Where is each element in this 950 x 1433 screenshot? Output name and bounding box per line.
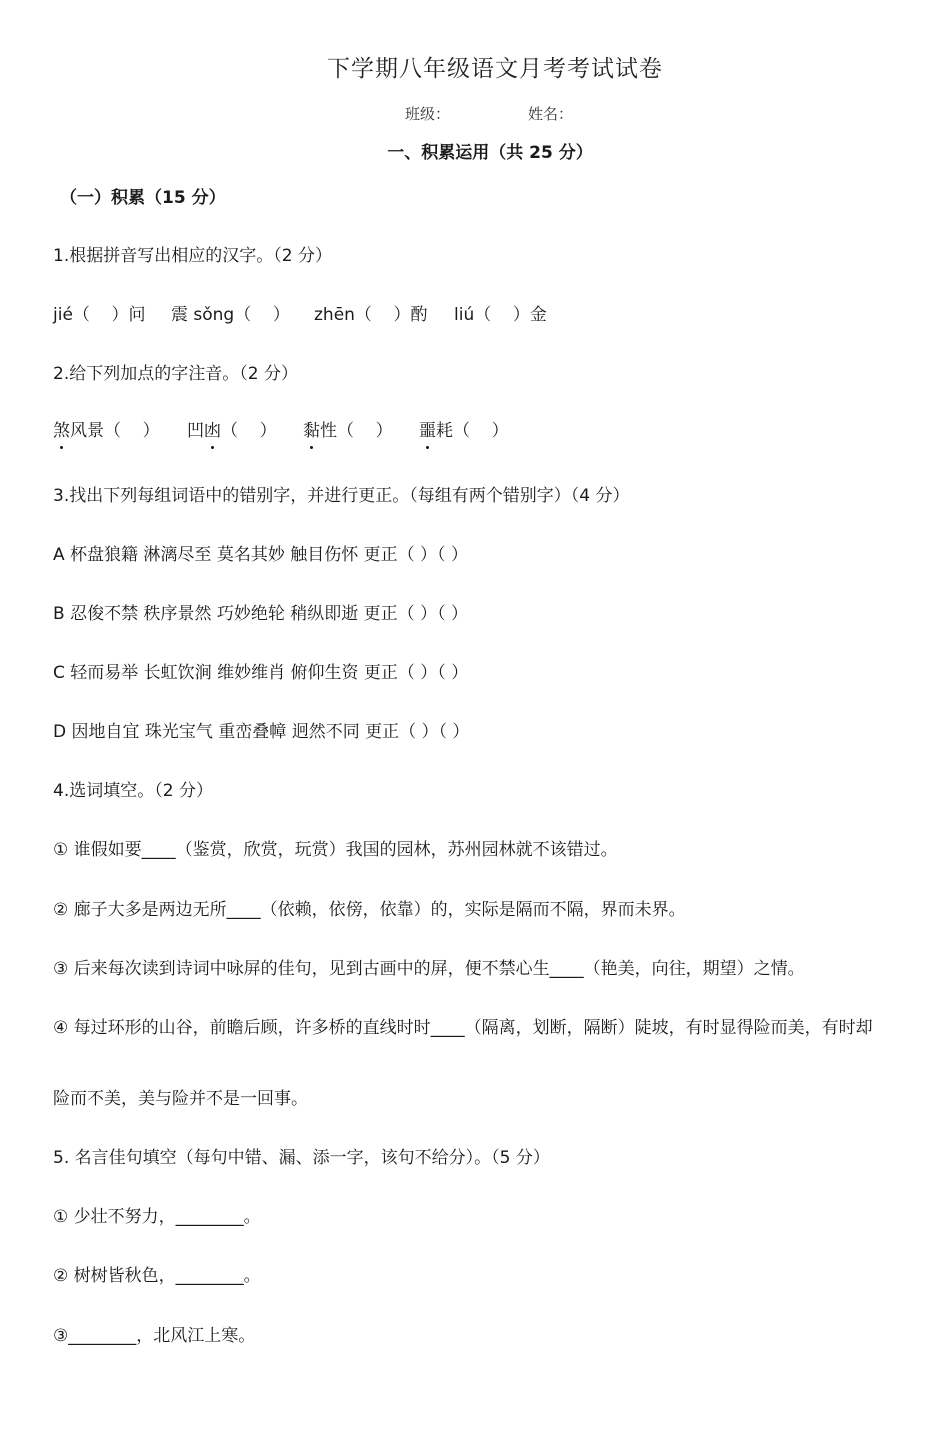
- question-2-items: [53, 416, 509, 441]
- fill-item-4: ④ 每过环形的山谷，前瞻后顾，许多桥的直线时时____（隔离，划断，隔断）陡坡，有时显得险而美，有时却: [53, 1018, 873, 1038]
- fill-item-3: ③ 后来每次读到诗词中咏屏的佳句，见到古画中的屏，便不禁心生____（艳美，向往，期望）之情。: [53, 959, 805, 979]
- question-4-prompt: 4.选词填空。（2 分）: [53, 781, 213, 801]
- dotted-character: 煞: [53, 421, 70, 441]
- correction-row-b: B 忍俊不禁 秩序景然 巧妙绝轮 稍纵即逝 更正（ ）（ ）: [53, 604, 468, 624]
- question-2-prompt: 2.给下列加点的字注音。（2 分）: [53, 364, 298, 384]
- question-5-prompt: 5. 名言佳句填空（每句中错、漏、添一字，该句不给分）。（5 分）: [53, 1148, 550, 1168]
- correction-row-c: C 轻而易举 长虹饮涧 维妙维肖 俯仰生资 更正（ ）（ ）: [53, 663, 469, 683]
- quote-item-1: ① 少壮不努力，________。: [53, 1207, 261, 1227]
- fill-item-4-continued: 险而不美，美与险并不是一回事。: [53, 1089, 308, 1109]
- dotted-character: 凼: [204, 421, 221, 441]
- question-1-prompt: 1.根据拼音写出相应的汉字。（2 分）: [53, 246, 332, 266]
- dotted-character: 黏: [303, 421, 320, 441]
- dotted-character: 噩: [419, 421, 436, 441]
- fill-item-2: ② 廊子大多是两边无所____（依赖，依傍，依靠）的，实际是隔而不隔，界而未界。: [53, 900, 686, 920]
- sub-section-heading: （一）积累（15 分）: [60, 188, 226, 208]
- pinyin-item: liú（ ）金: [454, 305, 547, 325]
- pinyin-item: jié（ ）问: [53, 305, 146, 325]
- phonetic-item: 黏性（ ）: [303, 421, 393, 441]
- question-3-prompt: 3.找出下列每组词语中的错别字，并进行更正。（每组有两个错别字）（4 分）: [53, 486, 630, 506]
- phonetic-item: 煞风景（ ）: [53, 421, 160, 441]
- fill-item-1: ① 谁假如要____（鉴赏，欣赏，玩赏）我国的园林，苏州园林就不该错过。: [53, 840, 618, 860]
- correction-row-a: A 杯盘狼籍 淋漓尽至 莫名其妙 触目伤怀 更正（ ）（ ）: [53, 545, 468, 565]
- page-title: 下学期八年级语文月考考试试卷: [327, 56, 663, 82]
- phonetic-item: 凹凼（ ）: [187, 421, 277, 441]
- class-label: 班级：: [405, 105, 451, 123]
- question-1-items: [53, 300, 547, 325]
- pinyin-item: zhēn（ ）酌: [314, 305, 428, 325]
- pinyin-item: 震 sǒng（ ）: [171, 305, 290, 325]
- quote-item-3: ③________，北风江上寒。: [53, 1326, 256, 1346]
- correction-row-d: D 因地自宜 珠光宝气 重峦叠幛 迥然不同 更正（ ）（ ）: [53, 722, 470, 742]
- name-label: 姓名：: [528, 105, 574, 123]
- phonetic-item: 噩耗（ ）: [419, 421, 509, 441]
- section-heading: 一、积累运用（共 25 分）: [387, 143, 593, 163]
- quote-item-2: ② 树树皆秋色，________。: [53, 1266, 261, 1286]
